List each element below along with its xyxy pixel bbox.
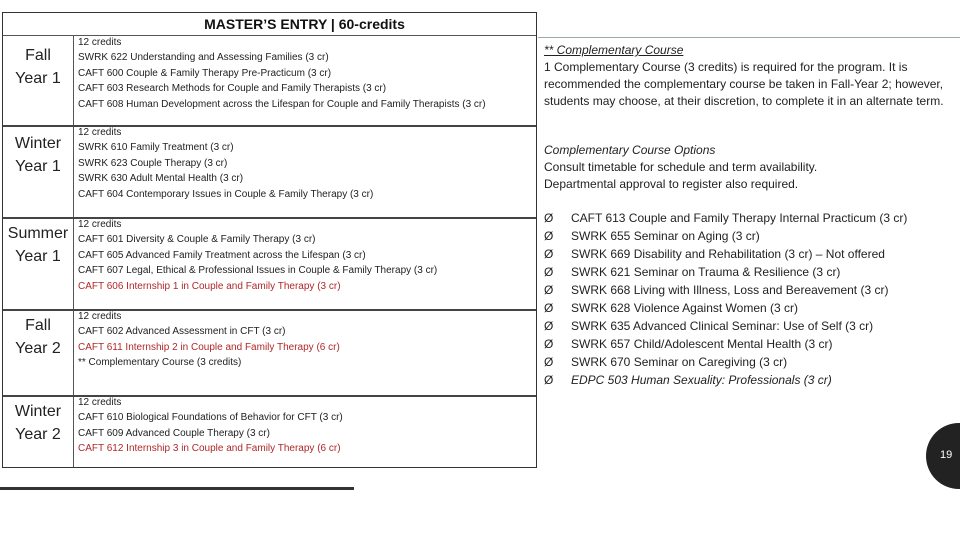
course-entry: SWRK 623 Couple Therapy (3 cr) — [78, 157, 228, 169]
credit-total: 12 credits — [78, 219, 122, 230]
option-text: SWRK 657 Child/Adolescent Mental Health (3 cr) — [571, 337, 833, 351]
option-text: SWRK 670 Seminar on Caregiving (3 cr) — [571, 355, 788, 369]
course-entry: CAFT 612 Internship 3 in Couple and Family Therapy (6 cr) — [78, 443, 341, 455]
credit-total: 12 credits — [78, 127, 122, 138]
option-text: SWRK 669 Disability and Rehabilitation (3 cr) – Not offered — [571, 247, 885, 261]
course-list — [78, 395, 343, 457]
right-panel-rule — [538, 37, 960, 38]
course-entry: ** Complementary Course (3 credits) — [78, 357, 242, 369]
arrow-bullet-icon: Ø — [544, 283, 554, 297]
course-entry: CAFT 611 Internship 2 in Couple and Family Therapy (6 cr) — [78, 341, 340, 353]
arrow-bullet-icon: Ø — [544, 229, 554, 243]
note-heading: ** Complementary Course — [544, 43, 684, 57]
option-text: SWRK 668 Living with Illness, Loss and Bereavement (3 cr) — [571, 283, 889, 297]
arrow-bullet-icon: Ø — [544, 373, 554, 387]
program-table — [2, 12, 537, 468]
course-entry: CAFT 604 Contemporary Issues in Couple & Family Therapy (3 cr) — [78, 188, 374, 200]
option-text: CAFT 613 Couple and Family Therapy Internal Practicum (3 cr) — [571, 211, 908, 225]
option-text: SWRK 635 Advanced Clinical Seminar: Use of Self (3 cr) — [571, 319, 874, 333]
term-year: Year 1 — [15, 70, 61, 87]
page-number-badge — [926, 423, 960, 489]
course-entry: CAFT 610 Biological Foundations of Behavior for CFT (3 cr) — [78, 412, 343, 424]
course-entry: CAFT 607 Legal, Ethical & Professional Issues in Couple & Family Therapy (3 cr) — [78, 265, 438, 277]
credit-total: 12 credits — [78, 311, 122, 322]
term-row — [3, 217, 536, 309]
arrow-bullet-icon: Ø — [544, 265, 554, 279]
option-text: EDPC 503 Human Sexuality: Professionals (3 cr) — [571, 373, 832, 387]
course-list — [78, 35, 486, 112]
arrow-bullet-icon: Ø — [544, 211, 554, 225]
complementary-note — [544, 42, 960, 110]
term-name: Winter — [14, 135, 62, 152]
term-name: Fall — [25, 317, 51, 334]
course-entry: SWRK 622 Understanding and Assessing Families (3 cr) — [78, 52, 329, 64]
page-number: 19 — [940, 449, 953, 461]
term-year: Year 1 — [15, 248, 61, 265]
course-list — [78, 217, 437, 294]
term-name: Summer — [7, 225, 69, 242]
term-name: Fall — [25, 47, 51, 64]
course-entry: CAFT 608 Human Development across the Lifespan for Couple and Family Therapists (3 cr) — [78, 98, 486, 110]
arrow-bullet-icon: Ø — [544, 301, 554, 315]
term-year: Year 1 — [15, 158, 61, 175]
course-entry: CAFT 609 Advanced Couple Therapy (3 cr) — [78, 427, 270, 439]
option-text: SWRK 655 Seminar on Aging (3 cr) — [571, 229, 760, 243]
course-entry: CAFT 603 Research Methods for Couple and Family Therapists (3 cr) — [78, 83, 387, 95]
note-body: 1 Complementary Course (3 credits) is required for the program. It is recommended the complementary course be taken in Fall-Year 2; however, students may choose, at their discretion, to complete it in an alternate term. — [544, 60, 944, 108]
course-entry: CAFT 600 Couple & Family Therapy Pre-Practicum (3 cr) — [78, 67, 332, 79]
option-text: SWRK 628 Violence Against Women (3 cr) — [571, 301, 798, 315]
term-row — [3, 125, 536, 217]
option-text: SWRK 621 Seminar on Trauma & Resilience (3 cr) — [571, 265, 841, 279]
arrow-bullet-icon: Ø — [544, 355, 554, 369]
table-title: MASTER’S ENTRY | 60-credits — [204, 16, 405, 32]
credit-total: 12 credits — [78, 397, 122, 408]
course-entry: SWRK 610 Family Treatment (3 cr) — [78, 142, 234, 154]
course-entry: CAFT 606 Internship 1 in Couple and Family Therapy (3 cr) — [78, 280, 341, 292]
course-list — [78, 309, 340, 371]
term-year: Year 2 — [15, 426, 61, 443]
arrow-bullet-icon: Ø — [544, 319, 554, 333]
course-entry: SWRK 630 Adult Mental Health (3 cr) — [78, 173, 244, 185]
term-row — [3, 309, 536, 395]
course-entry: CAFT 602 Advanced Assessment in CFT (3 cr) — [78, 326, 286, 338]
term-row — [3, 395, 536, 469]
term-row — [3, 35, 536, 125]
course-entry: CAFT 605 Advanced Family Treatment across the Lifespan (3 cr) — [78, 249, 366, 261]
course-options — [544, 142, 960, 193]
term-name: Winter — [14, 403, 62, 420]
footer-rule — [0, 487, 354, 490]
options-line-timetable: Consult timetable for schedule and term availability. — [544, 160, 818, 174]
course-entry: CAFT 601 Diversity & Couple & Family Therapy (3 cr) — [78, 234, 316, 246]
options-line-approval: Departmental approval to register also required. — [544, 177, 799, 191]
arrow-bullet-icon: Ø — [544, 337, 554, 351]
course-list — [78, 125, 373, 202]
arrow-bullet-icon: Ø — [544, 247, 554, 261]
options-heading: Complementary Course Options — [544, 143, 716, 157]
credit-total: 12 credits — [78, 37, 122, 48]
term-year: Year 2 — [15, 340, 61, 357]
